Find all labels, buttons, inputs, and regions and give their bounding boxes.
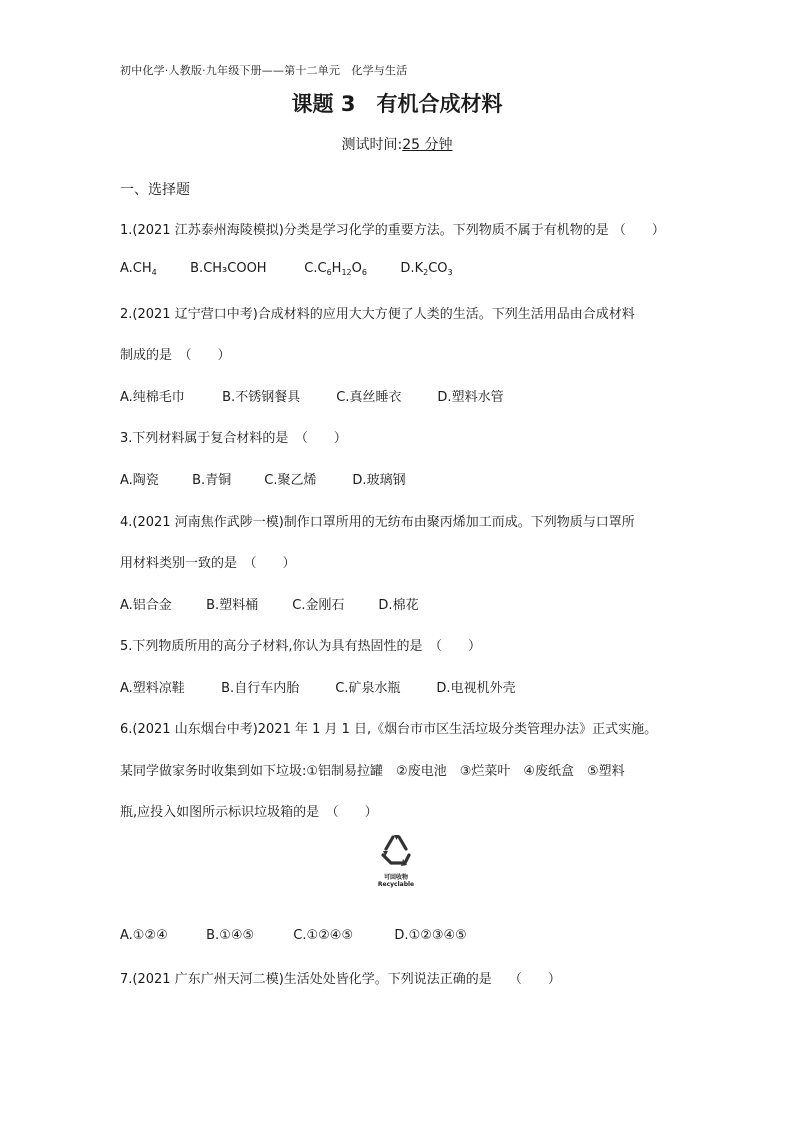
option-b: B.①④⑤: [206, 928, 255, 943]
option-b: B.CH₃COOH: [190, 261, 267, 276]
question-4-line-2: 用材料类别一致的是 （ ）: [120, 556, 296, 571]
question-4-options: [120, 594, 419, 613]
question-7: 7.(2021 广东广州天河二模)生活处处皆化学。下列说法正确的是 （ ）: [120, 972, 561, 987]
question-6-line-2: 某同学做家务时收集到如下垃圾:①铝制易拉罐 ②废电池 ③烂菜叶 ④废纸盒 ⑤塑料: [120, 764, 625, 779]
question-3: 3.下列材料属于复合材料的是 （ ）: [120, 431, 347, 446]
logo-label-en: Recyclable: [377, 881, 415, 888]
test-time-value: 25 分钟: [402, 137, 453, 153]
question-1: 1.(2021 江苏泰州海陵模拟)分类是学习化学的重要方法。下列物质不属于有机物的是 （ ）: [120, 223, 665, 238]
question-3-options: [120, 469, 406, 488]
option-a: A.陶瓷: [120, 473, 159, 488]
option-a: A.塑料凉鞋: [120, 681, 185, 696]
question-6-options: [120, 928, 467, 943]
option-d: $D.K_2CO_3$: [400, 261, 453, 277]
option-b: B.自行车内胎: [221, 681, 300, 696]
option-d: D.玻璃钢: [352, 473, 406, 488]
option-d: D.塑料水管: [437, 390, 504, 405]
option-d: D.电视机外壳: [436, 681, 516, 696]
option-d: D.①②③④⑤: [394, 928, 467, 943]
option-a: $A.CH_4$: [120, 261, 157, 277]
option-a: A.纯棉毛巾: [120, 390, 185, 405]
question-4-line-1: 4.(2021 河南焦作武陟一模)制作口罩所用的无纺布由聚丙烯加工而成。下列物质与口罩所: [120, 515, 635, 530]
question-2-line-1: 2.(2021 辽宁营口中考)合成材料的应用大大方便了人类的生活。下列生活用品由合成材料: [120, 307, 635, 322]
recycle-icon: [378, 832, 414, 868]
question-2-options: [120, 386, 504, 405]
question-5-options: [120, 677, 516, 696]
option-d: D.棉花: [378, 598, 419, 613]
section-heading: 一、选择题: [120, 182, 190, 198]
option-c: C.聚乙烯: [264, 473, 317, 488]
option-b: B.不锈钢餐具: [222, 390, 301, 405]
recyclable-sign: [369, 832, 423, 908]
option-c: C.真丝睡衣: [336, 390, 402, 405]
option-c: $C.C_6H_{12}O_6$: [304, 261, 367, 277]
question-6-line-1: 6.(2021 山东烟台中考)2021 年 1 月 1 日,《烟台市市区生活垃圾分类管理办法》正式实施。: [120, 722, 658, 737]
question-6-line-3: 瓶,应投入如图所示标识垃圾箱的是 （ ）: [120, 805, 378, 820]
option-b: B.塑料桶: [206, 598, 259, 613]
option-c: C.①②④⑤: [293, 928, 354, 943]
option-c: C.矿泉水瓶: [335, 681, 401, 696]
test-time-label: 测试时间:: [341, 137, 403, 153]
question-5: 5.下列物质所用的高分子材料,你认为具有热固性的是 （ ）: [120, 639, 482, 654]
page-title: 课题 3 有机合成材料: [291, 92, 503, 116]
option-b: B.青铜: [192, 473, 232, 488]
option-a: A.①②④: [120, 928, 168, 943]
running-header: 初中化学·人教版·九年级下册——第十二单元 化学与生活: [120, 64, 408, 77]
option-a: A.铝合金: [120, 598, 172, 613]
question-2-line-2: 制成的是 （ ）: [120, 348, 231, 363]
logo-label-cn: 可回收物: [383, 874, 408, 881]
option-c: C.金刚石: [292, 598, 345, 613]
question-1-options: [120, 261, 453, 276]
test-time: [0, 134, 794, 154]
